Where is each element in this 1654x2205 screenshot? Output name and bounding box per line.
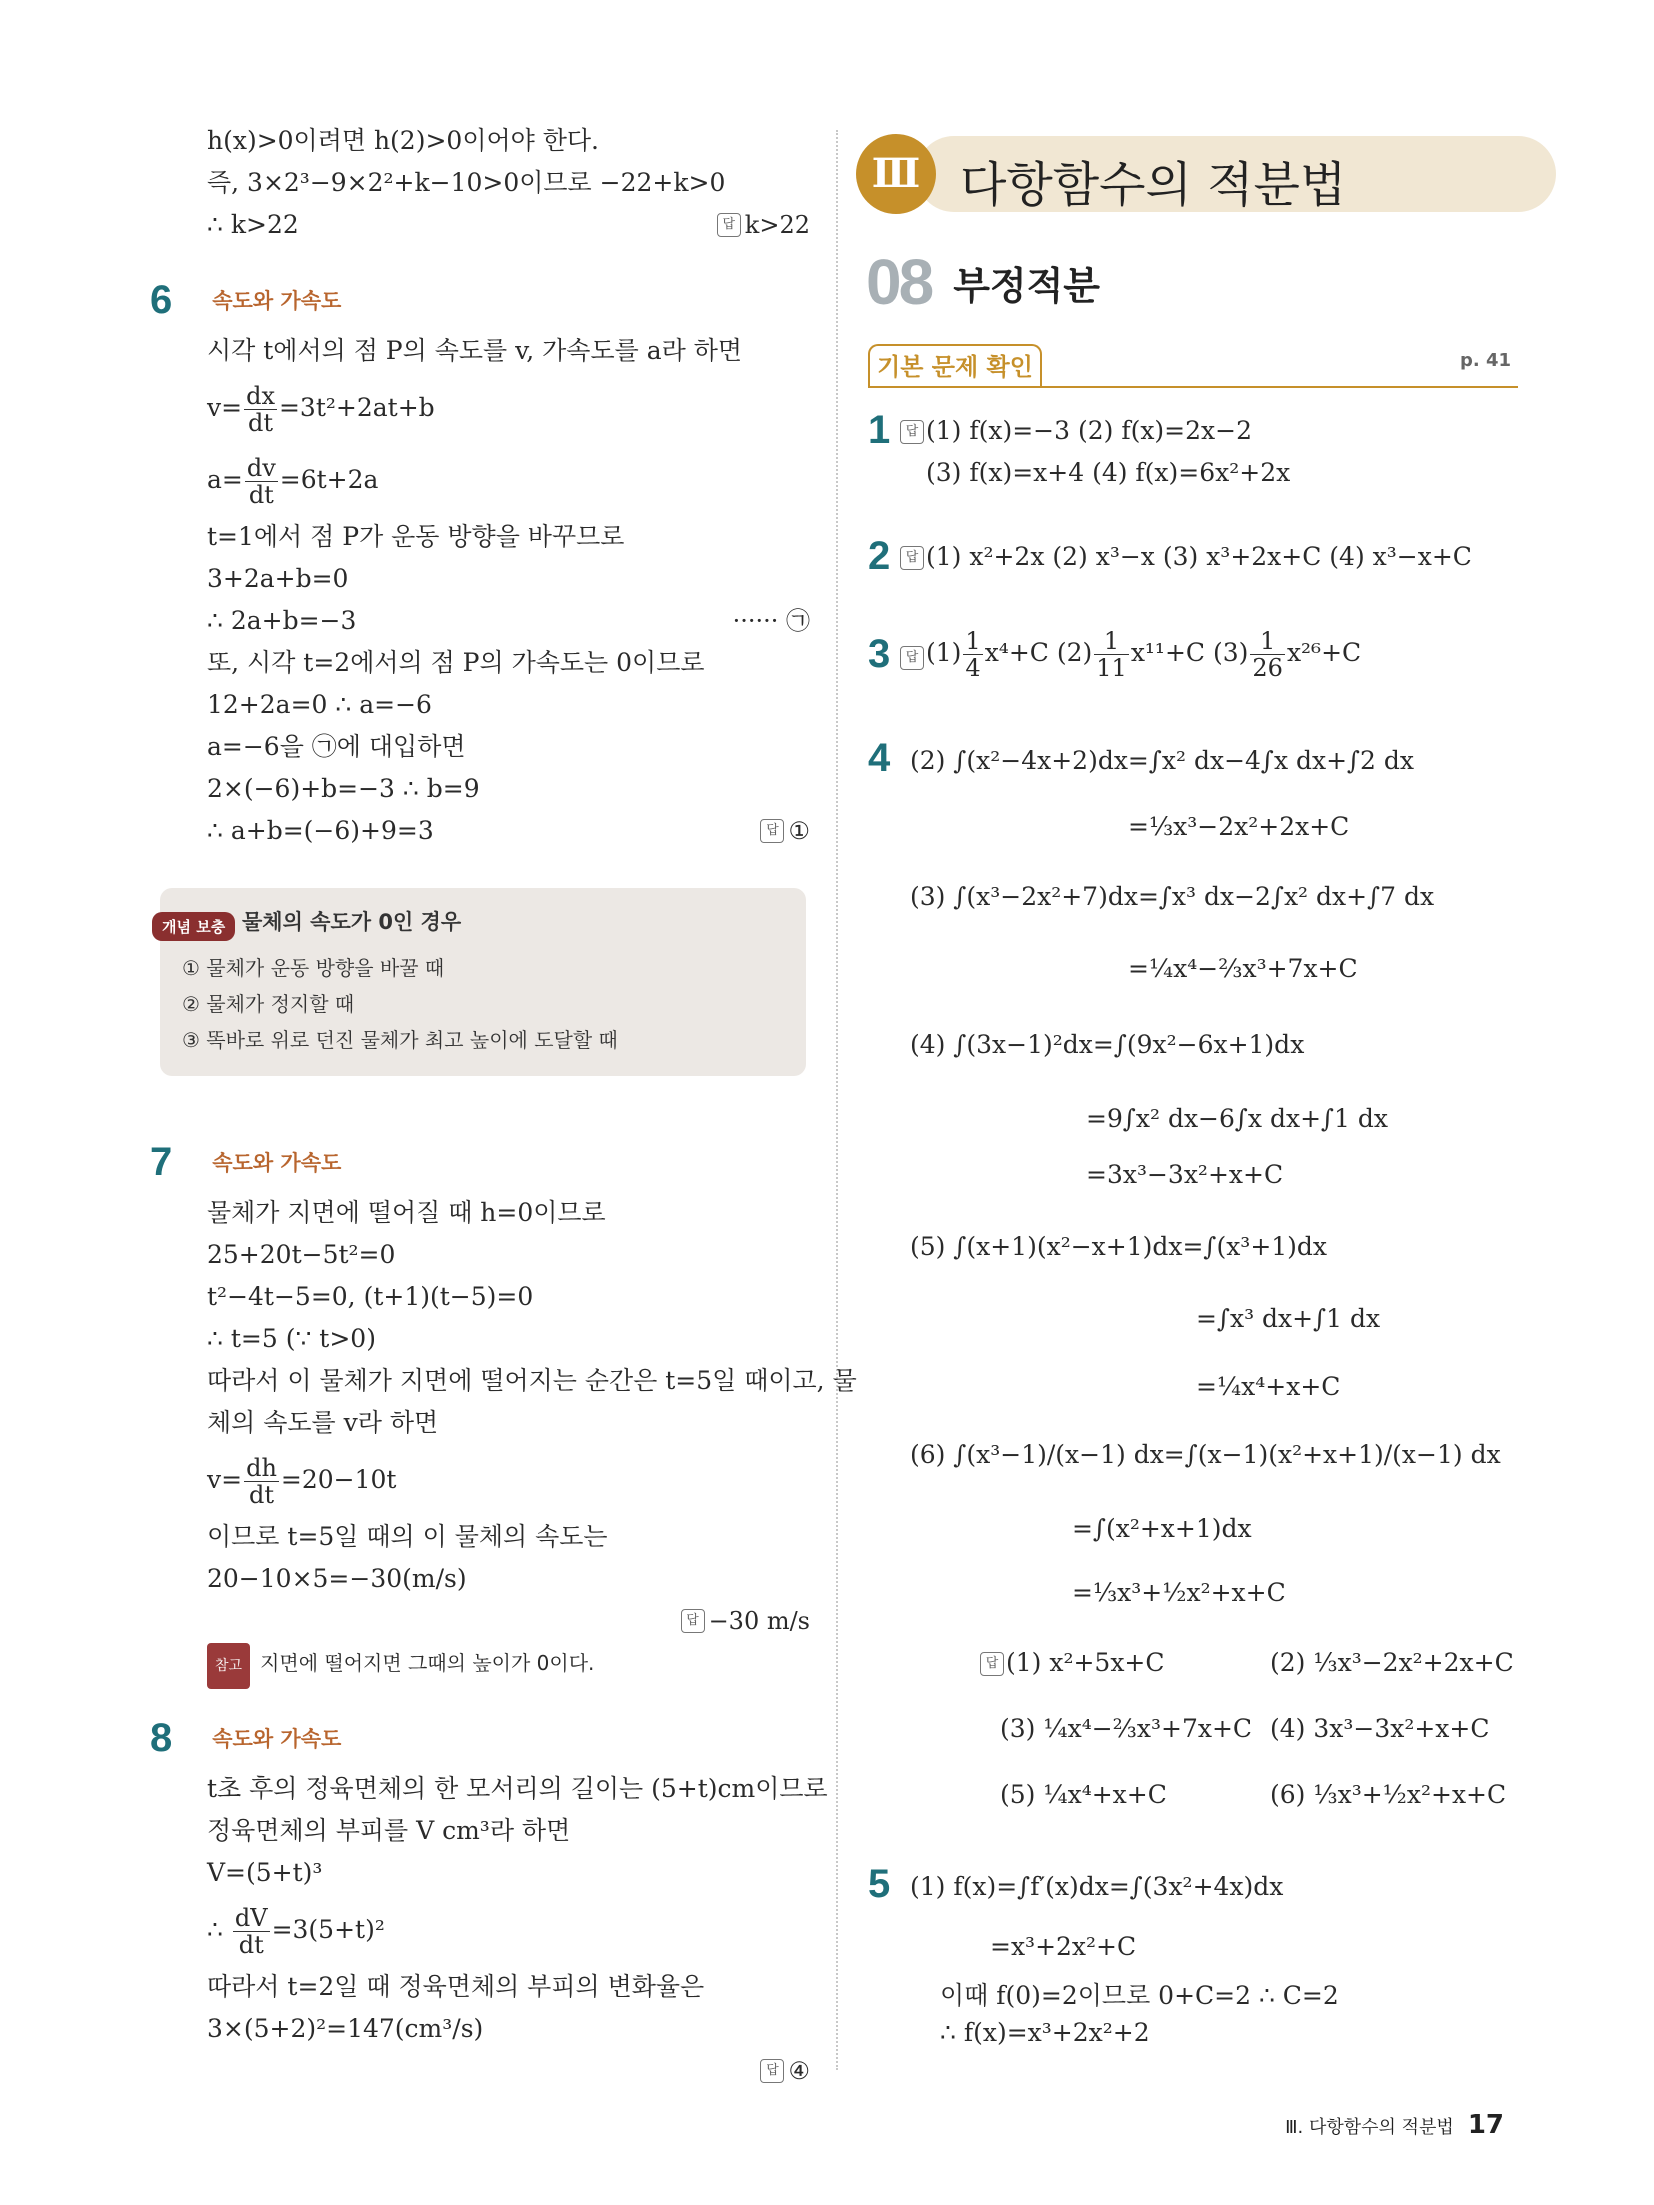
text-line: h(x)>0이려면 h(2)>0이어야 한다. bbox=[207, 126, 599, 155]
eq-part: =20−10t bbox=[280, 1465, 397, 1494]
fraction bbox=[1250, 628, 1285, 681]
answer-line: (6) ⅓x³+½x²+x+C bbox=[1270, 1780, 1507, 1809]
solution-line: =¼x⁴+x+C bbox=[1196, 1372, 1341, 1401]
text-span: (1) bbox=[926, 638, 962, 667]
text-line: 2×(−6)+b=−3 ∴ b=9 bbox=[207, 774, 480, 803]
answer-badge: 답 bbox=[717, 213, 741, 237]
numerator: dx bbox=[246, 382, 275, 410]
solution-line: ∴ f(x)=x³+2x²+2 bbox=[940, 2018, 1150, 2047]
denominator: 11 bbox=[1096, 654, 1127, 682]
text-span: x²⁶+C bbox=[1286, 638, 1362, 667]
answer-value: k>22 bbox=[744, 211, 810, 239]
question-number: 5 bbox=[868, 1862, 891, 1906]
eq-part: =3(5+t)² bbox=[271, 1915, 385, 1944]
answer-badge: 답 bbox=[681, 1609, 705, 1633]
question-number: 2 bbox=[868, 534, 891, 578]
problem-number: 6 bbox=[150, 277, 173, 322]
answer-badge: 답 bbox=[760, 2059, 784, 2083]
text-line bbox=[150, 1600, 810, 1642]
answer-value: ① bbox=[788, 817, 810, 845]
text-line: 20−10×5=−30(m/s) bbox=[207, 1564, 467, 1593]
equation-marker: ······ ㉠ bbox=[732, 607, 810, 635]
answer-line: (4) 3x³−3x²+x+C bbox=[1270, 1714, 1490, 1743]
equation-velocity bbox=[150, 372, 810, 444]
footer-chapter: Ⅲ. 다항함수의 적분법 bbox=[1285, 2117, 1454, 2138]
denominator: 26 bbox=[1252, 654, 1283, 682]
text-span: ∴ 2a+b=−3 bbox=[207, 606, 357, 635]
answer bbox=[760, 2050, 810, 2092]
equation-velocity bbox=[150, 1444, 810, 1516]
text-line: t=1에서 점 P가 운동 방향을 바꾸므로 bbox=[207, 522, 625, 551]
numerator: dV bbox=[234, 1904, 268, 1932]
answer-line: (3) f(x)=x+4 (4) f(x)=6x²+2x bbox=[926, 458, 1291, 487]
solution-line: =∫(x²+x+1)dx bbox=[1072, 1514, 1252, 1543]
text-line: 따라서 이 물체가 지면에 떨어지는 순간은 t=5일 때이고, 물 bbox=[207, 1366, 857, 1395]
tip-badge: 개념 보충 bbox=[152, 912, 235, 941]
problem-8-header bbox=[150, 1708, 810, 1768]
answer-line: (3) ¼x⁴−⅔x³+7x+C bbox=[1000, 1714, 1253, 1743]
tip-item: ① 물체가 운동 방향을 바꿀 때 bbox=[182, 956, 445, 980]
text-line bbox=[150, 600, 810, 642]
solution-line: (5) ∫(x+1)(x²−x+1)dx=∫(x³+1)dx bbox=[910, 1232, 1328, 1261]
text-line: ∴ t=5 (∵ t>0) bbox=[207, 1324, 376, 1353]
text-span: ∴ k>22 bbox=[207, 210, 299, 239]
denominator: dt bbox=[245, 481, 278, 508]
chapter-header bbox=[856, 136, 1516, 214]
numerator: dh bbox=[246, 1454, 277, 1482]
eq-part: ∴ bbox=[207, 1915, 223, 1944]
problem-topic: 속도와 가속도 bbox=[212, 1727, 342, 1751]
basic-problem-tab: 기본 문제 확인 bbox=[868, 344, 1042, 388]
denominator: dt bbox=[244, 409, 277, 436]
divider bbox=[868, 386, 1518, 388]
solution-line: =3x³−3x²+x+C bbox=[1086, 1160, 1284, 1189]
concept-tip-box bbox=[160, 888, 806, 1076]
problem-7-header bbox=[150, 1132, 810, 1192]
left-column-lower bbox=[150, 1108, 857, 2092]
eq-part: =3t²+2at+b bbox=[278, 393, 435, 422]
solution-line: (6) ∫(x³−1)/(x−1) dx=∫(x−1)(x²+x+1)/(x−1) dx bbox=[910, 1440, 1501, 1469]
left-column bbox=[150, 120, 810, 852]
text-line: a=−6을 ㉠에 대입하면 bbox=[207, 732, 466, 761]
solution-line: (1) f(x)=∫f′(x)dx=∫(3x²+4x)dx bbox=[910, 1872, 1284, 1901]
text-line bbox=[150, 2050, 810, 2092]
answer-line: (2) ⅓x³−2x²+2x+C bbox=[1270, 1648, 1514, 1677]
chapter-number: Ⅲ bbox=[856, 134, 936, 214]
page-reference: p. 41 bbox=[1460, 350, 1512, 371]
question-number: 1 bbox=[868, 408, 891, 452]
text-line: 즉, 3×2³−9×2²+k−10>0이므로 −22+k>0 bbox=[207, 168, 726, 197]
text-line: 따라서 t=2일 때 정육면체의 부피의 변화율은 bbox=[207, 1972, 705, 2001]
text-line: 물체가 지면에 떨어질 때 h=0이므로 bbox=[207, 1198, 606, 1227]
text-line: 또, 시각 t=2에서의 점 P의 가속도는 0이므로 bbox=[207, 648, 705, 677]
solution-line: =⅓x³−2x²+2x+C bbox=[1128, 812, 1350, 841]
denominator: dt bbox=[244, 1481, 279, 1508]
solution-line: 이때 f(0)=2이므로 0+C=2 ∴ C=2 bbox=[940, 1981, 1339, 2010]
text-span: ∴ a+b=(−6)+9=3 bbox=[207, 816, 434, 845]
solution-line: (2) ∫(x²−4x+2)dx=∫x² dx−4∫x dx+∫2 dx bbox=[910, 746, 1415, 775]
fraction bbox=[233, 1905, 270, 1958]
answer-value: ④ bbox=[788, 2057, 810, 2085]
question-number: 4 bbox=[868, 736, 891, 780]
fraction bbox=[244, 1455, 279, 1508]
text-line: 이므로 t=5일 때의 이 물체의 속도는 bbox=[207, 1522, 608, 1551]
solution-line: (4) ∫(3x−1)²dx=∫(9x²−6x+1)dx bbox=[910, 1030, 1305, 1059]
text-line: 3×(5+2)²=147(cm³/s) bbox=[207, 2014, 484, 2043]
solution-line: =9∫x² dx−6∫x dx+∫1 dx bbox=[1086, 1104, 1389, 1133]
note-badge: 참고 bbox=[207, 1643, 250, 1689]
eq-part: v= bbox=[207, 393, 243, 422]
text-span: x⁴+C (2) bbox=[984, 638, 1093, 667]
section-number: 08 bbox=[866, 246, 932, 318]
column-divider bbox=[836, 130, 838, 2070]
section-title: 부정적분 bbox=[953, 263, 1101, 308]
text-line: 25+20t−5t²=0 bbox=[207, 1240, 396, 1269]
reference-note bbox=[150, 1642, 810, 1684]
text-line bbox=[150, 810, 810, 852]
numerator: 1 bbox=[965, 627, 981, 655]
fraction bbox=[244, 383, 277, 436]
solution-line: =∫x³ dx+∫1 dx bbox=[1196, 1304, 1381, 1333]
problem-number: 7 bbox=[150, 1139, 173, 1184]
solution-line: =¼x⁴−⅔x³+7x+C bbox=[1128, 954, 1358, 983]
answer-badge: 답 bbox=[760, 819, 784, 843]
text-span: x¹¹+C (3) bbox=[1130, 638, 1249, 667]
text-line: 시각 t에서의 점 P의 속도를 v, 가속도를 a라 하면 bbox=[207, 336, 743, 365]
answer-line bbox=[926, 628, 1361, 681]
equation-acceleration bbox=[150, 444, 810, 516]
solution-line: (3) ∫(x³−2x²+7)dx=∫x³ dx−2∫x² dx+∫7 dx bbox=[910, 882, 1435, 911]
text-line: 체의 속도를 v라 하면 bbox=[207, 1408, 439, 1437]
problem-6-header bbox=[150, 270, 810, 330]
page-number: 17 bbox=[1467, 2110, 1504, 2140]
tip-item: ② 물체가 정지할 때 bbox=[182, 992, 355, 1016]
tip-item: ③ 똑바로 위로 던진 물체가 최고 높이에 도달할 때 bbox=[182, 1028, 618, 1052]
answer-line: (1) x²+5x+C bbox=[1006, 1648, 1165, 1677]
text-line bbox=[150, 204, 810, 246]
answer-line: (1) f(x)=−3 (2) f(x)=2x−2 bbox=[926, 416, 1252, 445]
text-line: V=(5+t)³ bbox=[207, 1858, 323, 1887]
tip-title: 물체의 속도가 0인 경우 bbox=[242, 910, 462, 934]
denominator: 4 bbox=[965, 654, 981, 682]
eq-part: =6t+2a bbox=[279, 465, 379, 494]
note-text: 지면에 떨어지면 그때의 높이가 0이다. bbox=[260, 1651, 595, 1675]
answer-badge: 답 bbox=[900, 646, 924, 670]
answer-badge: 답 bbox=[900, 546, 924, 570]
equation-derivative bbox=[150, 1894, 810, 1966]
numerator: 1 bbox=[1260, 627, 1276, 655]
text-line: 12+2a=0 ∴ a=−6 bbox=[207, 690, 432, 719]
fraction bbox=[1094, 628, 1129, 681]
question-number: 3 bbox=[868, 632, 891, 676]
solution-line: =⅓x³+½x²+x+C bbox=[1072, 1578, 1286, 1607]
text-line: 정육면체의 부피를 V cm³라 하면 bbox=[207, 1816, 571, 1845]
answer bbox=[717, 204, 810, 246]
answer-line: (1) x²+2x (2) x³−x (3) x³+2x+C (4) x³−x+C bbox=[926, 542, 1472, 571]
numerator: dv bbox=[246, 454, 276, 482]
text-line: 3+2a+b=0 bbox=[207, 564, 349, 593]
chapter-title: 다항함수의 적분법 bbox=[960, 157, 1347, 213]
eq-part: v= bbox=[207, 1465, 243, 1494]
denominator: dt bbox=[233, 1931, 270, 1958]
eq-part: a= bbox=[207, 465, 243, 494]
answer-line: (5) ¼x⁴+x+C bbox=[1000, 1780, 1167, 1809]
answer-value: −30 m/s bbox=[708, 1607, 810, 1635]
fraction bbox=[245, 455, 278, 508]
answer-badge: 답 bbox=[980, 1652, 1004, 1676]
text-line: t²−4t−5=0, (t+1)(t−5)=0 bbox=[207, 1282, 534, 1311]
page-footer bbox=[1285, 2110, 1504, 2140]
text-line: t초 후의 정육면체의 한 모서리의 길이는 (5+t)cm이므로 bbox=[207, 1774, 828, 1803]
fraction bbox=[963, 628, 982, 681]
problem-topic: 속도와 가속도 bbox=[212, 1151, 342, 1175]
problem-topic: 속도와 가속도 bbox=[212, 289, 342, 313]
problem-number: 8 bbox=[150, 1715, 173, 1760]
solution-line: =x³+2x²+C bbox=[990, 1932, 1137, 1961]
answer bbox=[760, 810, 810, 852]
section-header bbox=[866, 245, 1100, 319]
answer bbox=[681, 1600, 810, 1642]
answer-badge: 답 bbox=[900, 420, 924, 444]
numerator: 1 bbox=[1103, 627, 1120, 655]
